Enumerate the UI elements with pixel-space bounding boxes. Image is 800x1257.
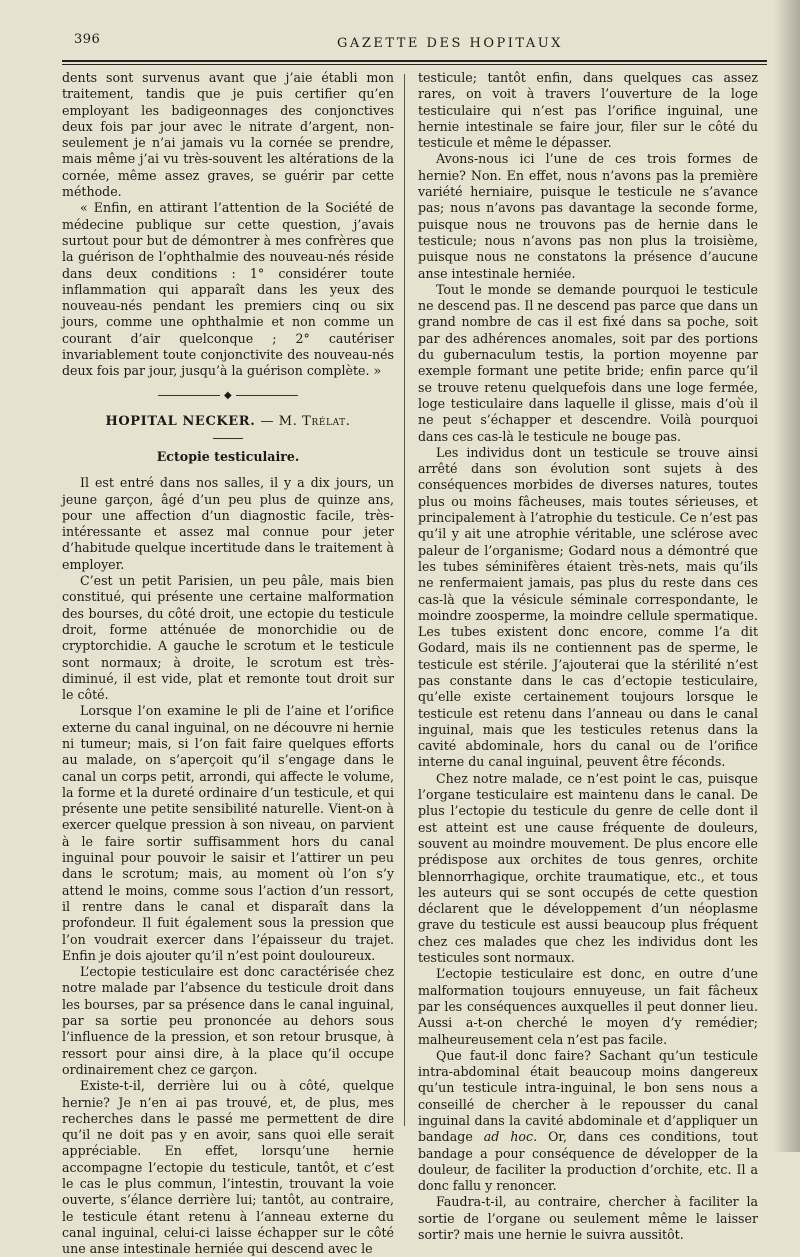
paragraph: Tout le monde se demande pourquoi le testicule ne descend pas. Il ne descend pas parce que dans un grand nombre de cas il est fixé dans sa poche, soit par des adhérences anomales, soit par des portions du gubernaculum testis, la portion moyenne par exemple formant une petite bride; enfin parce qu’il se trouve retenu quelquefois dans une loge fermée, loge testiculaire dans laquelle il glisse, mais d’où il ne peut s’échapper et descendre. Voilà pourquoi dans ces cas-là le testicule ne bouge pas. <box>418 281 758 444</box>
paragraph: Lorsque l’on examine le pli de l’aine et l’orifice externe du canal inguinal, on ne découvre ni hernie ni tumeur; mais, si l’on fait faire quelques efforts au malade, on s’aperçoit qu’il s’engage dans le canal un corps petit, arrondi, qui affecte le volume, la forme et la dureté ordinaire d’un testicule, et qui présente une petite sensibilité naturelle. Vient-on à exercer quelque pression à son niveau, on parvient à le faire sortir suffisamment hors du canal inguinal pour pouvoir le saisir et l’attirer un peu dans le scrotum; mais, au moment où l’on s’y attend le moins, comme sous l’action d’un ressort, il rentre dans le canal et disparaît dans la profondeur. Il fuit également sous la pression que l’on voudrait exercer dans l’épaisseur du trajet. Enfin je dois ajouter qu’il n’est point douloureux. <box>62 703 394 963</box>
paragraph: testicule; tantôt enfin, dans quelques cas assez rares, on voit à travers l’ouverture de la loge testiculaire qui n’est pas l’orifice inguinal, une hernie intestinale se faire jour, filer sur le côté du testicule et même le dépasser. <box>418 70 758 151</box>
page-edge-shadow <box>774 0 800 1152</box>
page-number: 396 <box>74 32 101 47</box>
text-span: . Or, dans ces conditions, tout bandage a pour conséquence de développer de la douleur, de faciliter la production d’orchite, etc. Il a donc fallu y renoncer. <box>418 1129 758 1194</box>
column-separator <box>404 74 405 1126</box>
section-author: — M. Trélat. <box>260 413 351 429</box>
ornament-divider <box>158 392 298 400</box>
article-subtitle: Ectopie testiculaire. <box>156 448 300 464</box>
short-rule <box>213 438 243 439</box>
italic-phrase: ad hoc <box>483 1129 534 1145</box>
right-column <box>418 70 758 1243</box>
text-span: Que faut-il donc faire? Sachant qu’un testicule intra-abdominal était beaucoup moins dangereux qu’un testicule intra-inguinal, le bon sens nous a conseillé de chercher à le repousser du canal inguinal dans la cavité abdominale et d’appliquer un bandage <box>418 1047 758 1145</box>
left-column <box>62 70 394 1257</box>
paragraph: L’ectopie testiculaire est donc, en outre d’une malformation toujours ennuyeuse, un fait fâcheux par les conséquences auxquelles il peut donner lieu. Aussi a-t-on cherché le moyen d’y remédier; malheureusement cela n’est pas facile. <box>418 966 758 1047</box>
section-title <box>62 414 394 430</box>
paragraph: Chez notre malade, ce n’est point le cas, puisque l’organe testiculaire est maintenu dans le canal. De plus l’ectopie du testicule du genre de celle dont il est atteint est une cause fréquente de douleurs, souvent au moindre mouvement. De plus encore elle prédispose aux orchites de tous genres, orchite blennorrhagique, orchite traumatique, etc., et tous les auteurs qui se sont occupés de cette question déclarent que le développement d’un néoplasme grave du testicule est aussi beaucoup plus fréquent chez ces malades que chez les individus dont les testicules sont normaux. <box>418 770 758 966</box>
running-title: GAZETTE DES HOPITAUX <box>337 36 563 51</box>
paragraph: dents sont survenus avant que j’aie établi mon traitement, tandis que je puis certifier qu’en employant les badigeonnages des conjonctives deux fois par jour avec le nitrate d’argent, non-seulement je n’ai jamais vu la cornée se prendre, mais même j’ai vu très-souvent les altérations de la cornée, même assez graves, se guérir par cette méthode. <box>62 70 394 200</box>
paragraph: « Enfin, en attirant l’attention de la Société de médecine publique sur cette question, j’avais surtout pour but de démontrer à mes confrères que la guérison de l’ophthalmie des nouveau-nés réside dans deux conditions : 1° considérer toute inflammation qui apparaît dans les yeux des nouveau-nés pendant les premiers cinq ou six jours, comme une ophthalmie et non comme un courant d’air quelconque ; 2° cautériser invariablement toute conjonctivite des nouveau-nés deux fois par jour, jusqu’à la guérison complète. » <box>62 200 394 379</box>
paragraph: C’est un petit Parisien, un peu pâle, mais bien constitué, qui présente une certaine malformation des bourses, du côté droit, une ectopie du testicule droit, forme atténuée de monorchidie ou de cryptorchidie. A gauche le scrotum et le testicule sont normaux; à droite, le scrotum est très-diminué, il est vide, plat et remonte tout droit sur le côté. <box>62 573 394 703</box>
section-hospital: HOPITAL NECKER. <box>105 413 256 429</box>
paragraph: Existe-t-il, derrière lui ou à côté, quelque hernie? Je n’en ai pas trouvé, et, de plus, mes recherches dans le passé me permettent de dire qu’il ne doit pas y en avoir, sans quoi elle serait appréciable. En effet, lorsqu’une hernie accompagne l’ectopie du testicule, tantôt, et c’est le cas le plus commun, l’intestin, trouvant la voie ouverte, s’élance derrière lui; tantôt, au contraire, le testicule étant retenu à l’anneau externe du canal inguinal, celui-ci laisse échapper sur le côté une anse intestinale herniée qui descend avec le <box>62 1078 394 1257</box>
paragraph <box>418 1048 758 1195</box>
header-rule <box>62 60 767 65</box>
paragraph: Faudra-t-il, au contraire, chercher à faciliter la sortie de l’organe ou seulement même le laisser sortir? mais une hernie le suivra aussitôt. <box>418 1194 758 1243</box>
paragraph: Il est entré dans nos salles, il y a dix jours, un jeune garçon, âgé d’un peu plus de quinze ans, pour une affection d’un diagnostic facile, très-intéressante et assez mal connue pour jeter d’habitude quelque incertitude dans le traitement à employer. <box>62 475 394 572</box>
paragraph: Avons-nous ici l’une de ces trois formes de hernie? Non. En effet, nous n’avons pas la première variété herniaire, puisque le testicule ne s’avance pas; nous n’avons pas davantage la seconde forme, puisque nous ne trouvons pas de hernie dans le testicule; nous n’avons pas non plus la troisième, puisque nous ne constatons la présence d’aucune anse intestinale herniée. <box>418 151 758 281</box>
paragraph: Les individus dont un testicule se trouve ainsi arrêté dans son évolution sont sujets à des conséquences morbides de diverses natures, toutes plus ou moins fâcheuses, mais toutes sérieuses, et principalement à l’atrophie du testicule. Ce n’est pas qu’il y ait une atrophie véritable, une sclérose avec paleur de l’organisme; Godard nous a démontré que les tubes séminifères étaient très-nets, mais qu’ils ne renfermaient jamais, pas plus du reste dans ces cas-là que la vésicule séminale correspondante, le moindre zoosperme, la moindre cellule spermatique. Les tubes existent donc encore, comme l’a dit Godard, mais ils ne contiennent pas de sperme, le testicule est stérile. J’ajouterai que la stérilité n’est pas constante dans le cas d’ectopie testiculaire, qu’elle existe certainement toujours lorsque le testicule est retenu dans l’anneau ou dans le canal inguinal, mais que les testicules retenus dans la cavité abdominale, hors du canal ou de l’orifice interne du canal inguinal, peuvent être féconds. <box>418 444 758 770</box>
paragraph: L’ectopie testiculaire est donc caractérisée chez notre malade par l’absence du testicule droit dans les bourses, par sa présence dans le canal inguinal, par sa sortie peu prononcée au dehors sous l’influence de la pression, et son retour brusque, à ressort pour ainsi dire, à la place qu’il occupe ordinairement chez ce garçon. <box>62 964 394 1077</box>
